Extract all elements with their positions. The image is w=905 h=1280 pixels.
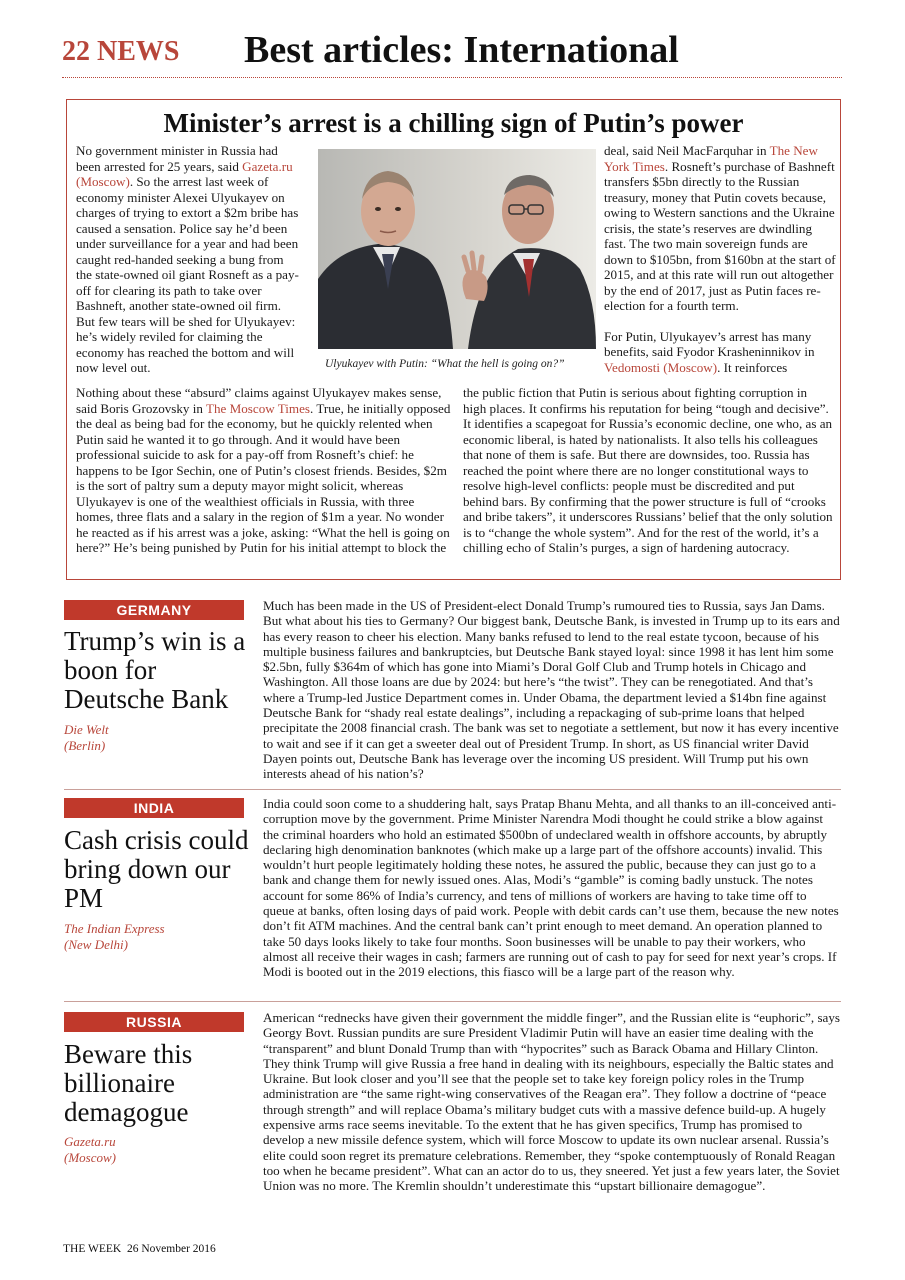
source-nyt: The New York Times: [604, 143, 818, 174]
india-body: India could soon come to a shuddering halt, says Pratap Bhanu Mehta, and all thanks to an ill-conceived anti-corruption move by the government. Prime Minister Narendra Modi thought he could strike a blow against the criminal hoarders who hold an estimated $500bn of undeclared wealth in offshore accounts, by abruptly declaring high denomination banknotes (which make up a large part of the offshore accounts) invalid. This wouldn’t hurt people legitimately holding these notes, he assured the public, because they can just go to a bank and change them for newly issued ones. Alas, Modi’s “gamble” is coming badly unstuck. The notes account for some 86% of India’s currency, and tens of millions of workers are having to take time off to queue at banks, often losing days of paid work. People with debit cards can’t use them, because the new notes don’t fit ATM machines. And the central bank can’t print enough to meet demand. An operation planned to take 50 days looks likely to take four months. Soon businesses will be unable to pay their workers, who almost all receive their wages in cash; farmers are running out of cash to pay for seed for next year’s crops. If Modi is booted out in the 2019 elections, this fiasco will be a large part of the reason why.: [263, 796, 839, 980]
source-moscow-times: The Moscow Times: [205, 400, 311, 416]
russia-banner: RUSSIA: [64, 1012, 244, 1032]
photo-caption: Ulyukayev with Putin: “What the hell is going on?”: [325, 358, 565, 370]
lead-bottom-left: [76, 385, 452, 556]
header-divider: [62, 77, 842, 78]
russia-headline: Beware this billionaire demagogue: [64, 1039, 193, 1127]
lead-br-text: the public fiction that Putin is serious about fighting corruption in high places. It confirms his reputation for being “tough and decisive”. It identifies a scapegoat for Russia’s economic decline, one who, as an economic liberal, is hated by nationalists. It also tells his colleagues that none of them is safe. But there are downsides, too. Russia has reached the point where there are no longer constitutional ways to resolve high-level conflicts: people must be discredited and put behind bars. By confirming that the power structure is full of “crooks and bribe takers”, it underscores Russians’ belief that the only solution is to “change the whole system”. And for the rest of the world, it’s a chilling echo of Stalin’s purges, a sign of hardening autocracy.: [463, 385, 833, 555]
lead-col-1: [76, 143, 300, 376]
putin-ulyukayev-photo: [318, 149, 596, 349]
germany-banner: GERMANY: [64, 600, 244, 620]
russia-source-name: Gazeta.ru: [64, 1134, 116, 1149]
lead-article: [66, 99, 841, 580]
source-vedomosti: Vedomosti (Moscow): [604, 359, 718, 375]
germany-source: [64, 722, 249, 754]
lead-bl-text2: . True, he initially opposed the deal as being bad for the economy, but he quickly relented when Putin said he wanted it to go through. And it would have been professional suicide to ask for a pay-off from Rosneft’s chief: he happens to be Igor Sechin, one of Putin’s closest friends. Besides, $2m is the sort of paltry sum a deputy mayor might solicit, whereas Ulyukayev is one of the wealthiest officials in Russia, with three homes, three flats and a salary in the region of $1m a year. No wonder he reacted as if his arrest was a joke, asking: “What the hell is going on here?” He’s being punished by Putin for his initial attempt to block the: [76, 400, 451, 555]
photo-illustration: [318, 149, 596, 349]
lead-col3-text1: deal, said Neil MacFarquhar in: [604, 143, 770, 158]
issue-date: 26 November 2016: [126, 1243, 216, 1255]
india-source-city: (New Delhi): [64, 937, 128, 952]
page-title: Best articles: International: [244, 29, 679, 71]
section-label: NEWS: [97, 36, 180, 67]
russia-source: [64, 1134, 249, 1166]
page-footer: [63, 1243, 216, 1255]
russia-source-city: (Moscow): [64, 1150, 116, 1165]
page-number-section: [62, 36, 179, 68]
source-gazeta: Gazeta.ru (Moscow): [76, 158, 293, 189]
section-divider: [64, 1001, 841, 1002]
russia-body: American “rednecks have given their government the middle finger”, and the Russian elite is “euphoric”, says Georgy Bovt. Russian pundits are sure President Vladimir Putin will have an easier time dealing with the “transparent” and blunt Donald Trump than with “hypocrites” such as Barack Obama and Hillary Clinton. They think Trump will give Russia a free hand in dealing with its neighbours, especially the Baltic states and Ukraine. But look closer and you’ll see that the people set to take key foreign policy roles in the Trump administration are “the same right-wing conservatives of the Reagan era”. They follow a doctrine of “peace through strength” and will replace Obama’s military budget cuts with a massive defence build-up. A hugely expensive arms race seems inevitable. To the extent that he has given specifics, Trump has promised to develop a new missile defence system, which will force Moscow to update its own nuclear arsenal. Russia’s elite could soon regret its premature celebrations. Remember, they “spoke contemptuously of Ronald Reagan too when he became president”. What can an actor do to us, they sneered. Yet just a few years later, the Soviet Union was no more. The Kremlin shouldn’t underestimate this “upstart billionaire demagogue”.: [263, 1010, 841, 1194]
magazine-name: THE WEEK: [63, 1243, 122, 1255]
lead-bl-text1: Nothing about these “absurd” claims against Ulyukayev makes sense, said Boris Grozovsky in: [76, 385, 442, 416]
india-headline: Cash crisis could bring down our PM: [64, 825, 249, 913]
germany-source-city: (Berlin): [64, 738, 106, 753]
india-banner: INDIA: [64, 798, 244, 818]
lead-bottom-right: [463, 385, 833, 556]
page-number: 22: [62, 36, 90, 67]
germany-source-name: Die Welt: [64, 722, 109, 737]
germany-body: Much has been made in the US of President-elect Donald Trump’s rumoured ties to Russia, says Jan Dams. But what about his ties to Germany? Our biggest bank, Deutsche Bank, is invested in Trump up to its ears and has every reason to cheer his election. Many banks refused to lend to the real estate tycoon, because of his multiple business failures and bankruptcies, but Deutsche Bank stayed loyal: since 1998 it has lent him some $2.5bn, fully $364m of which has gone into Miami’s Doral Golf Club and Trump hotels in Chicago and Washington. All those loans are due by 2024: but here’s “the twist”. They can be renegotiated. And that’s where a Trump-led Justice Department comes in. Under Obama, the department levied a $14bn fine against Deutsche Bank for “shady real estate dealings”, including a repackaging of sub-prime loans that helped precipitate the 2008 financial crash. The bank was set to negotiate a settlement, but now it has every incentive to wait and see if it can get a sweeter deal out of President Trump. In short, as US financial writer David Dayen points out, Deutsche Bank has leverage over the incoming US president. Will Trump put his own interests ahead of his nation’s?: [263, 598, 840, 782]
lead-headline: Minister’s arrest is a chilling sign of Putin’s power: [163, 108, 744, 138]
lead-col-3: [604, 143, 836, 375]
lead-col3-text2: . Rosneft’s purchase of Bashneft transfers $5bn directly to the Russian treasury, money that Putin covets because, owing to Western sanctions and the Ukraine crisis, the state’s reserves are dwindling fast. The two main sovereign funds are down to $105bn, from $160bn at the start of 2015, and at this rate will run out altogether by the end of 2017, just as Putin faces re-election for a fourth term.: [604, 158, 836, 313]
india-source: [64, 921, 249, 953]
lead-col3-text4: . It reinforces: [717, 359, 788, 375]
germany-headline: Trump’s win is a boon for Deutsche Bank: [64, 626, 246, 714]
lead-col1-text1: No government minister in Russia had been arrested for 25 years, said: [76, 143, 278, 174]
india-source-name: The Indian Express: [64, 921, 165, 936]
section-divider: [64, 789, 841, 790]
lead-col1-text2: . So the arrest last week of economy minister Alexei Ulyukayev on charges of trying to extort a $2m bribe has caused a sensation. Police say he’d been under surveillance for a year and had been caught red-handed seeking a bung from the state-owned oil giant Rosneft as a pay-off for clearing its path to take over Bashneft, another state-owned oil firm. But few tears will be shed for Ulyukayev: he’s widely reviled for claiming the economy has reached the bottom and will now level out.: [76, 174, 299, 375]
lead-col3-text3: For Putin, Ulyukayev’s arrest has many benefits, said Fyodor Krasheninnikov in: [604, 328, 815, 359]
